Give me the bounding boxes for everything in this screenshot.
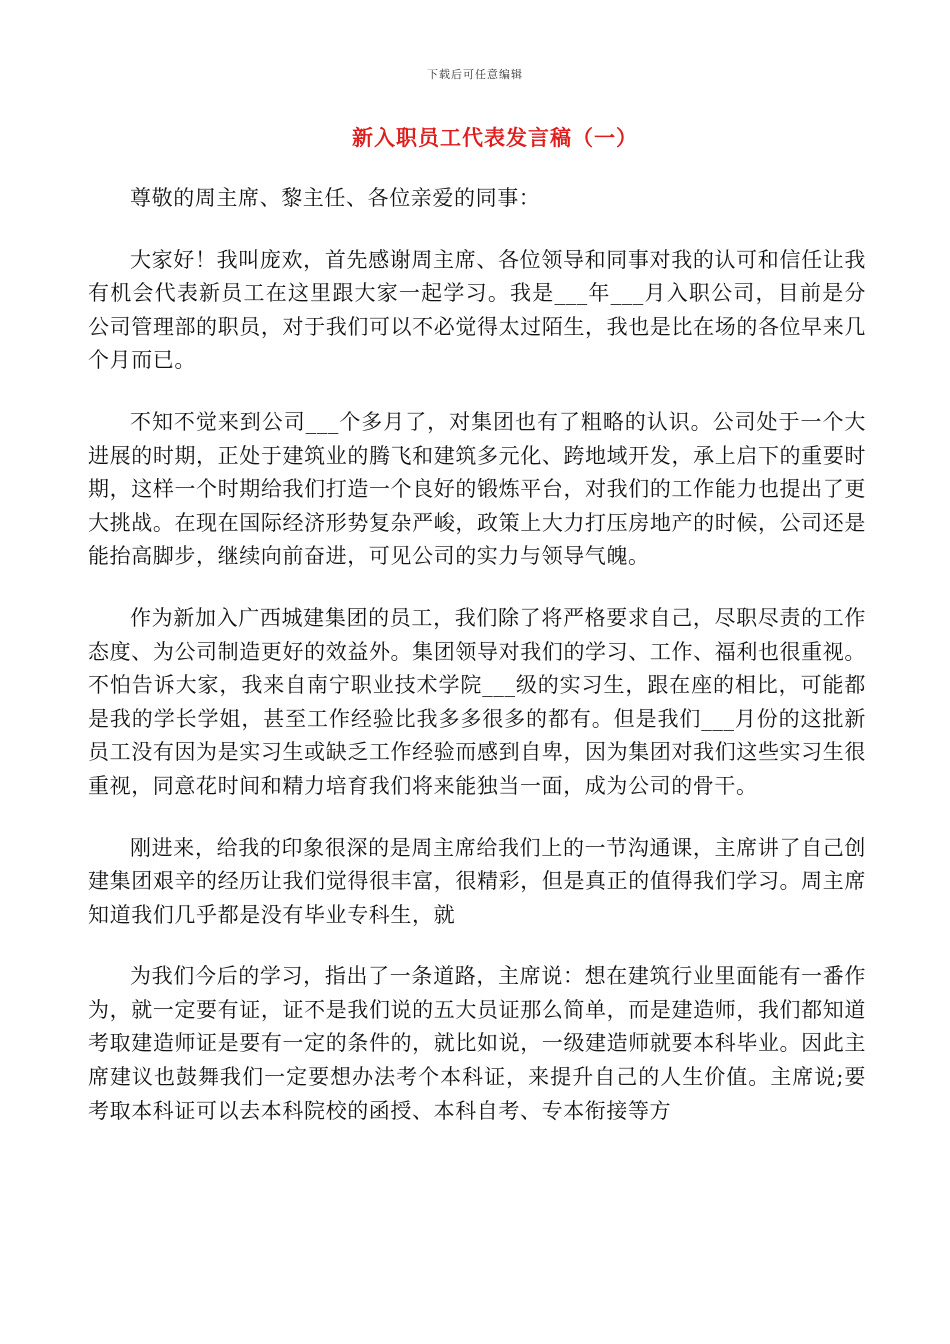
document-title: 新入职员工代表发言稿（一） [352, 125, 638, 150]
document-body [88, 182, 866, 1156]
paragraph-new-employee: 作为新加入广西城建集团的员工，我们除了将严格要求自己，尽职尽责的工作态度、为公司制造更好的效益外。集团领导对我们的学习、工作、福利也很重视。不怕告诉大家，我来自南宁职业技术学院___级的实习生，跟在座的相比，可能都是我的学长学姐，甚至工作经验比我多多很多的都有。但是我们___月份的这批新员工没有因为是实习生或缺乏工作经验而感到自卑，因为集团对我们这些实习生很重视，同意花时间和精力培育我们将来能独当一面，成为公司的骨干。 [88, 605, 866, 798]
paragraph-communication-class: 刚进来，给我的印象很深的是周主席给我们上的一节沟通课，主席讲了自己创建集团艰辛的经历让我们觉得很丰富，很精彩，但是真正的值得我们学习。周主席知道我们几乎都是没有毕业专科生，就 [88, 835, 866, 927]
paragraph-company-impression: 不知不觉来到公司___个多月了，对集团也有了粗略的认识。公司处于一个大进展的时期，正处于建筑业的腾飞和建筑多元化、跨地域开发，承上启下的重要时期，这样一个时期给我们打造一个良好的锻炼平台，对我们的工作能力也提出了更大挑战。在现在国际经济形势复杂严峻，政策上大力打压房地产的时候，公司还是能抬高脚步，继续向前奋进，可见公司的实力与领导气魄。 [88, 409, 866, 569]
paragraph-introduction: 大家好！我叫庞欢，首先感谢周主席、各位领导和同事对我的认可和信任让我有机会代表新员工在这里跟大家一起学习。我是___年___月入职公司，目前是分公司管理部的职员，对于我们可以不必觉得太过陌生，我也是比在场的各位早来几个月而已。 [88, 247, 866, 373]
paragraph-study-path: 为我们今后的学习，指出了一条道路，主席说：想在建筑行业里面能有一番作为，就一定要有证，证不是我们说的五大员证那么简单，而是建造师，我们都知道考取建造师证是要有一定的条件的，就比如说，一级建造师就要本科毕业。因此主席建议也鼓舞我们一定要想办法考个本科证，来提升自己的人生价值。主席说;要考取本科证可以去本科院校的函授、本科自考、专本衔接等方 [88, 964, 866, 1123]
page-header-note: 下载后可任意编辑 [427, 68, 523, 81]
paragraph-salutation: 尊敬的周主席、黎主任、各位亲爱的同事： [130, 186, 541, 210]
